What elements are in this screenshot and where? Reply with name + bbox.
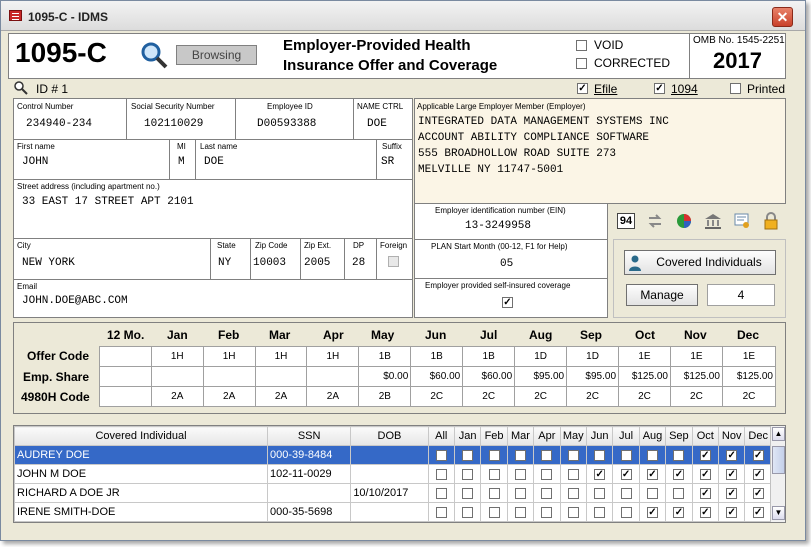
grid-column-header[interactable]: All [428, 427, 454, 446]
grid-check-cell [428, 503, 454, 522]
month-checkbox[interactable]: ✓ [727, 449, 736, 461]
grid-check-cell [428, 484, 454, 503]
grid-check-cell [534, 503, 560, 522]
monthly-cell[interactable] [151, 367, 203, 387]
monthly-cell[interactable]: $125.00 [722, 367, 775, 387]
foreign-label: Foreign [380, 241, 408, 250]
monthly-cell[interactable] [255, 367, 307, 387]
monthly-cell[interactable] [307, 367, 359, 387]
month-checkbox[interactable]: ✓ [754, 506, 763, 518]
month-head-jul: Jul [480, 328, 498, 342]
month-checkbox[interactable]: ✓ [754, 449, 763, 461]
ssn-label: Social Security Number [131, 102, 215, 111]
month-checkbox[interactable]: ✓ [727, 506, 736, 518]
grid-check-cell [586, 446, 612, 465]
grid-check-cell [586, 484, 612, 503]
monthly-cell[interactable]: 2C [463, 387, 515, 407]
monthly-cell[interactable]: $60.00 [411, 367, 463, 387]
grid-check-cell [666, 484, 692, 503]
monthly-cell[interactable]: 1B [411, 347, 463, 367]
grid-check-cell [586, 465, 612, 484]
grid-check-cell [613, 503, 639, 522]
month-checkbox[interactable] [568, 488, 579, 499]
grid-cell-dob[interactable] [351, 503, 428, 522]
month-checkbox[interactable] [568, 450, 579, 461]
record-id: ID # 1 [36, 82, 69, 96]
grid-check-cell [481, 465, 507, 484]
scroll-up-button[interactable]: ▲ [772, 427, 785, 441]
covered-count: 4 [707, 284, 775, 306]
grid-check-cell [719, 503, 745, 522]
monthly-cell[interactable]: 2B [359, 387, 411, 407]
grid-column-header[interactable]: Nov [719, 427, 745, 446]
month-checkbox[interactable] [515, 450, 526, 461]
manage-button[interactable]: Manage [626, 284, 698, 306]
grid-column-header[interactable]: Jan [454, 427, 480, 446]
grid-check-cell [560, 484, 586, 503]
grid-check-cell [428, 465, 454, 484]
grid-check-cell [666, 465, 692, 484]
month-head-dec: Dec [737, 328, 760, 342]
month-head-jun: Jun [425, 328, 447, 342]
employee-id-field[interactable]: D00593388 [257, 118, 317, 130]
monthly-cell[interactable]: $95.00 [567, 367, 619, 387]
close-button[interactable]: ✕ [772, 7, 793, 27]
suffix-field[interactable]: SR [381, 156, 395, 168]
grid-check-cell [534, 484, 560, 503]
month-head-12mo: 12 Mo. [107, 328, 145, 342]
monthly-cell[interactable]: 1B [463, 347, 515, 367]
form-title-line1: Employer-Provided Health [283, 37, 471, 54]
grid-column-header[interactable]: Dec [745, 427, 772, 446]
monthly-cell[interactable]: 2C [670, 387, 722, 407]
employer-line3[interactable]: 555 BROADHOLLOW ROAD SUITE 273 [418, 148, 617, 160]
monthly-cell[interactable]: 1H [203, 347, 255, 367]
covered-individuals-grid [13, 425, 786, 523]
monthly-row-emp-share [100, 367, 776, 387]
street-field[interactable]: 33 EAST 17 STREET APT 2101 [22, 196, 194, 208]
street-label: Street address (including apartment no.) [17, 182, 160, 191]
zip-field[interactable]: 10003 [253, 257, 287, 269]
monthly-cell[interactable]: 1E [722, 347, 775, 367]
grid-cell-ssn[interactable] [268, 484, 351, 503]
grid-cell-name[interactable]: RICHARD A DOE JR [15, 484, 268, 503]
grid-check-cell [745, 465, 772, 484]
month-checkbox[interactable] [568, 469, 579, 480]
month-head-oct: Oct [635, 328, 656, 342]
email-label: Email [17, 282, 38, 291]
monthly-cell[interactable] [100, 367, 152, 387]
f1094-label: 1094 [671, 82, 698, 96]
grid-check-cell [692, 484, 718, 503]
monthly-cell[interactable]: 2C [619, 387, 671, 407]
grid-check-cell [481, 446, 507, 465]
grid-check-cell [560, 465, 586, 484]
month-checkbox[interactable] [647, 488, 658, 499]
month-checkbox[interactable] [489, 507, 500, 518]
corrected-label: CORRECTED [594, 56, 671, 70]
grid-check-cell [613, 465, 639, 484]
grid-check-cell [666, 446, 692, 465]
lock-icon[interactable] [762, 212, 780, 230]
grid-check-cell [745, 484, 772, 503]
mi-label: MI [177, 142, 186, 151]
monthly-cell[interactable]: $60.00 [463, 367, 515, 387]
monthly-cell[interactable]: 1H [151, 347, 203, 367]
first-name-label: First name [17, 142, 55, 151]
monthly-cell[interactable]: 2C [567, 387, 619, 407]
grid-check-cell [560, 446, 586, 465]
month-checkbox[interactable] [568, 507, 579, 518]
grid-check-cell [454, 503, 480, 522]
grid-cell-ssn[interactable]: 000-35-5698 [268, 503, 351, 522]
month-checkbox[interactable]: ✓ [674, 468, 684, 480]
efile-checkbox[interactable]: ✓ [578, 83, 587, 94]
monthly-cell[interactable] [203, 367, 255, 387]
grid-check-cell [507, 446, 533, 465]
month-checkbox[interactable] [673, 450, 684, 461]
employee-id-label: Employee ID [267, 102, 313, 111]
grid-column-header[interactable]: SSN [268, 427, 351, 446]
dp-label: DP [353, 241, 365, 250]
magnifier-icon[interactable] [139, 40, 169, 70]
refresh-icon[interactable] [646, 212, 664, 230]
title-bar [1, 1, 805, 31]
month-checkbox[interactable] [489, 469, 500, 480]
table-row[interactable] [15, 465, 772, 484]
grid-column-header[interactable]: Jul [613, 427, 639, 446]
month-checkbox[interactable] [594, 507, 605, 518]
monthly-cell[interactable]: 2A [307, 387, 359, 407]
grid-check-cell [428, 446, 454, 465]
grid-column-header[interactable]: Aug [639, 427, 665, 446]
email-field[interactable]: JOHN.DOE@ABC.COM [22, 295, 128, 307]
grid-cell-dob[interactable] [351, 446, 428, 465]
monthly-cell[interactable]: 1B [359, 347, 411, 367]
employer-line4[interactable]: MELVILLE NY 11747-5001 [418, 164, 564, 176]
form-header [8, 33, 786, 79]
monthly-cell[interactable]: 2C [722, 387, 775, 407]
grid-check-cell [507, 503, 533, 522]
month-checkbox[interactable] [673, 488, 684, 499]
omb-number: OMB No. 1545-2251 [693, 35, 785, 46]
month-head-may: May [371, 328, 395, 342]
monthly-cell[interactable] [100, 387, 152, 407]
grid-check-cell [692, 465, 718, 484]
void-label: VOID [594, 38, 624, 52]
void-checkbox[interactable] [576, 40, 587, 51]
certificate-icon[interactable] [733, 212, 751, 230]
grid-check-cell [639, 465, 665, 484]
month-checkbox[interactable] [541, 507, 552, 518]
month-checkbox[interactable] [541, 488, 552, 499]
month-checkbox[interactable] [647, 450, 658, 461]
person-icon [628, 254, 646, 272]
control-number-label: Control Number [17, 102, 74, 111]
grid-check-cell [454, 465, 480, 484]
offer-code-label: Offer Code [27, 349, 90, 363]
employee-section [13, 98, 413, 318]
grid-check-cell [692, 503, 718, 522]
form-94-icon[interactable]: 94 [617, 213, 635, 229]
month-checkbox[interactable] [489, 488, 500, 499]
grid-check-cell [719, 465, 745, 484]
dp-field[interactable]: 28 [352, 257, 366, 269]
monthly-cell[interactable]: 2A [255, 387, 307, 407]
grid-check-cell [586, 503, 612, 522]
grid-column-header[interactable]: Feb [481, 427, 507, 446]
foreign-checkbox[interactable] [388, 256, 399, 267]
mi-field[interactable]: M [178, 156, 185, 168]
month-checkbox[interactable] [436, 507, 447, 518]
grid-column-header[interactable]: Sep [666, 427, 692, 446]
scroll-down-button[interactable]: ▼ [772, 506, 785, 520]
grid-check-cell [560, 503, 586, 522]
tax-year: 2017 [713, 48, 762, 73]
grid-check-cell [507, 484, 533, 503]
window-title: 1095-C - IDMS [28, 10, 109, 24]
month-checkbox[interactable]: ✓ [754, 487, 763, 499]
grid-check-cell [534, 465, 560, 484]
monthly-cell[interactable]: 2A [151, 387, 203, 407]
grid-check-cell [454, 446, 480, 465]
printed-checkbox[interactable] [730, 83, 741, 94]
bank-icon[interactable] [704, 212, 722, 230]
table-row[interactable] [15, 484, 772, 503]
grid-column-header[interactable]: Mar [507, 427, 533, 446]
covered-individuals-label: Covered Individuals [656, 255, 762, 269]
id-search-icon[interactable] [14, 81, 28, 95]
month-checkbox[interactable] [515, 488, 526, 499]
monthly-row-offer-code [100, 347, 776, 367]
emp-share-label: Emp. Share [23, 370, 90, 384]
app-icon [9, 10, 22, 21]
grid-check-cell [481, 503, 507, 522]
month-checkbox[interactable]: ✓ [674, 506, 684, 518]
grid-column-header[interactable]: Jun [586, 427, 612, 446]
monthly-cell[interactable]: 1E [619, 347, 671, 367]
month-head-jan: Jan [167, 328, 188, 342]
printed-label: Printed [747, 82, 786, 96]
grid-cell-dob[interactable] [351, 465, 428, 484]
month-checkbox[interactable] [436, 450, 447, 461]
month-checkbox[interactable] [462, 507, 473, 518]
month-checkbox[interactable]: ✓ [701, 487, 710, 499]
grid-cell-ssn[interactable]: 000-39-8484 [268, 446, 351, 465]
grid-check-cell [613, 446, 639, 465]
monthly-cell[interactable]: $125.00 [619, 367, 671, 387]
grid-check-cell [719, 484, 745, 503]
grid-check-cell [745, 503, 772, 522]
covered-panel [613, 239, 786, 318]
month-checkbox[interactable] [621, 450, 632, 461]
employer-line2[interactable]: ACCOUNT ABILITY COMPLIANCE SOFTWARE [418, 132, 650, 144]
month-checkbox[interactable] [515, 469, 526, 480]
month-checkbox[interactable] [436, 488, 447, 499]
grid-cell-ssn[interactable]: 102-11-0029 [268, 465, 351, 484]
grid-scrollbar[interactable] [770, 426, 786, 522]
grid-check-cell [613, 484, 639, 503]
efile-label: Efile [594, 82, 618, 96]
employer-section [414, 98, 786, 204]
form-title-line2: Insurance Offer and Coverage [283, 57, 498, 74]
month-checkbox[interactable]: ✓ [754, 468, 763, 480]
month-checkbox[interactable] [541, 469, 552, 480]
state-field[interactable]: NY [218, 257, 232, 269]
name-ctrl-field[interactable]: DOE [367, 118, 387, 130]
grid-check-cell [719, 446, 745, 465]
month-checkbox[interactable]: ✓ [648, 506, 657, 518]
city-label: City [17, 241, 31, 250]
month-checkbox[interactable]: ✓ [701, 468, 710, 480]
month-checkbox[interactable] [594, 488, 605, 499]
month-checkbox[interactable]: ✓ [701, 506, 710, 518]
month-checkbox[interactable] [515, 507, 526, 518]
state-label: State [217, 241, 236, 250]
monthly-cell[interactable]: 1E [670, 347, 722, 367]
month-checkbox[interactable] [594, 450, 605, 461]
scroll-thumb[interactable] [772, 446, 785, 474]
month-checkbox[interactable] [436, 469, 447, 480]
ein-label: Employer identification number (EIN) [435, 206, 566, 215]
zip-ext-field[interactable]: 2005 [304, 257, 331, 269]
grid-column-header[interactable]: DOB [351, 427, 428, 446]
pie-chart-icon[interactable] [675, 212, 693, 230]
grid-column-header[interactable]: Apr [534, 427, 560, 446]
grid-check-cell [639, 446, 665, 465]
month-checkbox[interactable] [489, 450, 500, 461]
grid-check-cell [534, 446, 560, 465]
month-head-nov: Nov [684, 328, 707, 342]
month-head-sep: Sep [580, 328, 603, 342]
last-name-field[interactable]: DOE [204, 156, 224, 168]
grid-cell-name[interactable]: JOHN M DOE [15, 465, 268, 484]
month-checkbox[interactable]: ✓ [727, 487, 736, 499]
plan-field[interactable]: 05 [500, 258, 514, 270]
h4980-code-label: 4980H Code [21, 390, 90, 404]
plan-label: PLAN Start Month (00-12, F1 for Help) [431, 242, 568, 251]
grid-check-cell [454, 484, 480, 503]
month-checkbox[interactable] [462, 488, 473, 499]
control-number-field[interactable]: 234940-234 [26, 118, 93, 130]
grid-cell-dob[interactable]: 10/10/2017 [351, 484, 428, 503]
table-row[interactable] [15, 503, 772, 522]
month-checkbox[interactable]: ✓ [701, 449, 710, 461]
month-checkbox[interactable] [462, 450, 473, 461]
grid-column-header[interactable]: May [560, 427, 586, 446]
grid-cell-name[interactable]: IRENE SMITH-DOE [15, 503, 268, 522]
name-ctrl-label: NAME CTRL [357, 102, 404, 111]
f1094-checkbox[interactable]: ✓ [655, 83, 664, 94]
table-row[interactable] [15, 446, 772, 465]
monthly-codes-table [99, 346, 776, 407]
month-checkbox[interactable] [462, 469, 473, 480]
grid-check-cell [639, 484, 665, 503]
grid-check-cell [745, 446, 772, 465]
month-checkbox[interactable] [621, 488, 632, 499]
suffix-label: Suffix [382, 142, 402, 151]
monthly-cell[interactable]: 1D [515, 347, 567, 367]
covered-individuals-button[interactable] [624, 250, 776, 275]
month-checkbox[interactable]: ✓ [648, 468, 657, 480]
zip-ext-label: Zip Ext. [304, 241, 332, 250]
last-name-label: Last name [200, 142, 238, 151]
mode-indicator: Browsing [176, 45, 257, 65]
first-name-field[interactable]: JOHN [22, 156, 49, 168]
grid-header-row [15, 427, 772, 446]
month-checkbox[interactable]: ✓ [621, 468, 631, 480]
monthly-cell[interactable]: 2A [203, 387, 255, 407]
month-header-row [15, 328, 786, 344]
month-head-aug: Aug [529, 328, 553, 342]
monthly-cell[interactable]: 1H [255, 347, 307, 367]
monthly-cell[interactable]: 1D [567, 347, 619, 367]
employer-details [414, 203, 608, 318]
monthly-cell[interactable]: 1H [307, 347, 359, 367]
grid-column-header[interactable]: Oct [692, 427, 718, 446]
monthly-cell[interactable]: $125.00 [670, 367, 722, 387]
grid-check-cell [639, 503, 665, 522]
monthly-cell[interactable]: 2C [411, 387, 463, 407]
month-checkbox[interactable]: ✓ [595, 468, 604, 480]
month-head-mar: Mar [269, 328, 291, 342]
grid-check-cell [666, 503, 692, 522]
month-checkbox[interactable]: ✓ [727, 468, 736, 480]
monthly-cell[interactable]: $0.00 [359, 367, 411, 387]
grid-cell-name[interactable]: AUDREY DOE [15, 446, 268, 465]
monthly-cell[interactable]: $95.00 [515, 367, 567, 387]
ssn-field[interactable]: 102110029 [144, 118, 204, 130]
monthly-cell[interactable] [100, 347, 152, 367]
monthly-cell[interactable]: 2C [515, 387, 567, 407]
month-head-feb: Feb [218, 328, 240, 342]
zip-label: Zip Code [255, 241, 288, 250]
ein-field[interactable]: 13-3249958 [465, 220, 532, 232]
self-insured-label: Employer provided self-insured coverage [425, 281, 571, 290]
month-checkbox[interactable] [621, 507, 632, 518]
grid-check-cell [692, 446, 718, 465]
self-insured-checkbox[interactable]: ✓ [503, 297, 512, 308]
form-number: 1095-C [15, 37, 107, 68]
month-head-apr: Apr [323, 328, 344, 342]
grid-column-header[interactable]: Covered Individual [15, 427, 268, 446]
month-checkbox[interactable] [541, 450, 552, 461]
employer-label: Applicable Large Employer Member (Employer) [417, 102, 586, 111]
grid-check-cell [481, 484, 507, 503]
employer-line1[interactable]: INTEGRATED DATA MANAGEMENT SYSTEMS INC [418, 116, 669, 128]
corrected-checkbox[interactable] [576, 58, 587, 69]
monthly-row-h4980-code [100, 387, 776, 407]
grid-check-cell [507, 465, 533, 484]
city-field[interactable]: NEW YORK [22, 257, 75, 269]
